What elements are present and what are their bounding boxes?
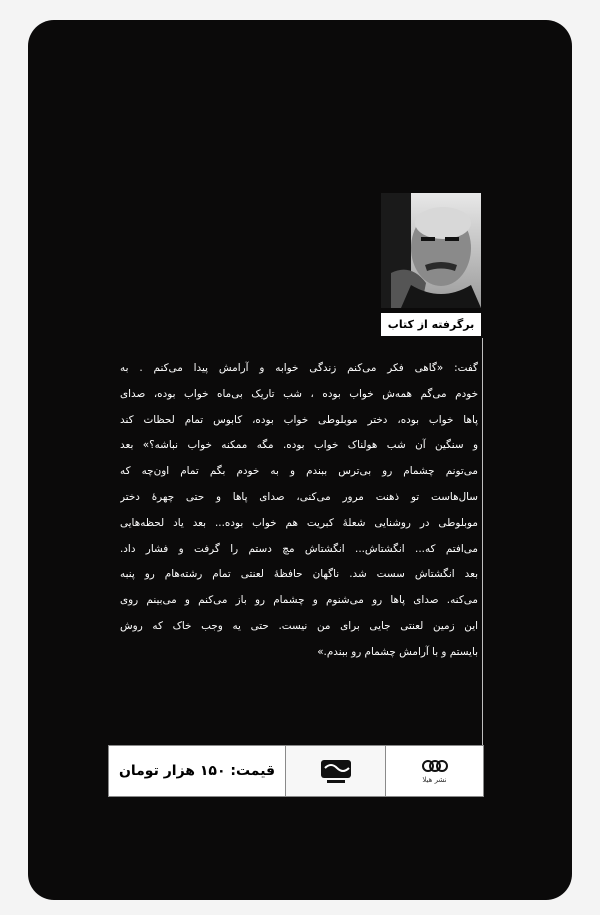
price-footer [108,745,484,797]
imprint-logo [285,746,385,796]
quote-line: سال‌هاست تو ذهنت مرور می‌کنی، صدای پاها و حتی چهرهٔ دختر [120,490,478,503]
quote-line: و سنگین آن شب هولناک خواب بوده. مگه ممکنه خواب نباشه؟» بعد [120,439,478,452]
publisher-name: نشر هیلا [422,776,447,784]
quote-line: گفت: «گاهی فکر می‌کنم زندگی خوابه و آرامش پیدا می‌کنم . به [120,362,478,374]
quote-line: می‌افتم که... انگشتاش... انگشتاش مچ دستم را گرفت و فشار داد. [120,542,478,555]
quote-line: پاها خواب بوده، دختر موبلوطی خواب بوده، کابوس تمام لحظات کند [120,413,478,426]
excerpt-source-label: برگرفته از کتاب [381,313,481,336]
quote-line: بعد انگشتاش سست شد. ناگهان حافظهٔ لعنتی تمام رشته‌هام رو پنبه [120,568,478,581]
quote-line: این زمین لعنتی جایی برای من نیست. حتی یه وجب خاک که روش [120,619,478,632]
author-portrait [381,193,481,308]
quote-line: خودم می‌گم همه‌ش خواب بوده ، شب تاریک بی‌ماه خواب بوده، صدای [120,387,478,400]
quote-line: می‌تونم چشمام رو بی‌ترس ببندم و به خودم بگم تمام اون‌چه که [120,465,478,478]
quote-line: بایستم و با آرامش چشمام رو ببندم.» [317,645,478,658]
excerpt-quote [120,356,478,666]
quote-line: می‌کنه. صدای پاها رو می‌شنوم و چشمام رو باز می‌کنم و می‌بینم روی [120,594,478,607]
imprint-logo-icon [319,756,353,786]
quote-line: موبلوطی در روشنایی شعلهٔ کبریت هم خواب بوده... بعد یاد لحظه‌هایی [120,516,478,529]
price-label: قیمت: ۱۵۰ هزار تومان [118,763,276,779]
publisher-logo [385,746,483,796]
publisher-logo-icon [422,758,448,774]
divider-line [482,338,483,766]
